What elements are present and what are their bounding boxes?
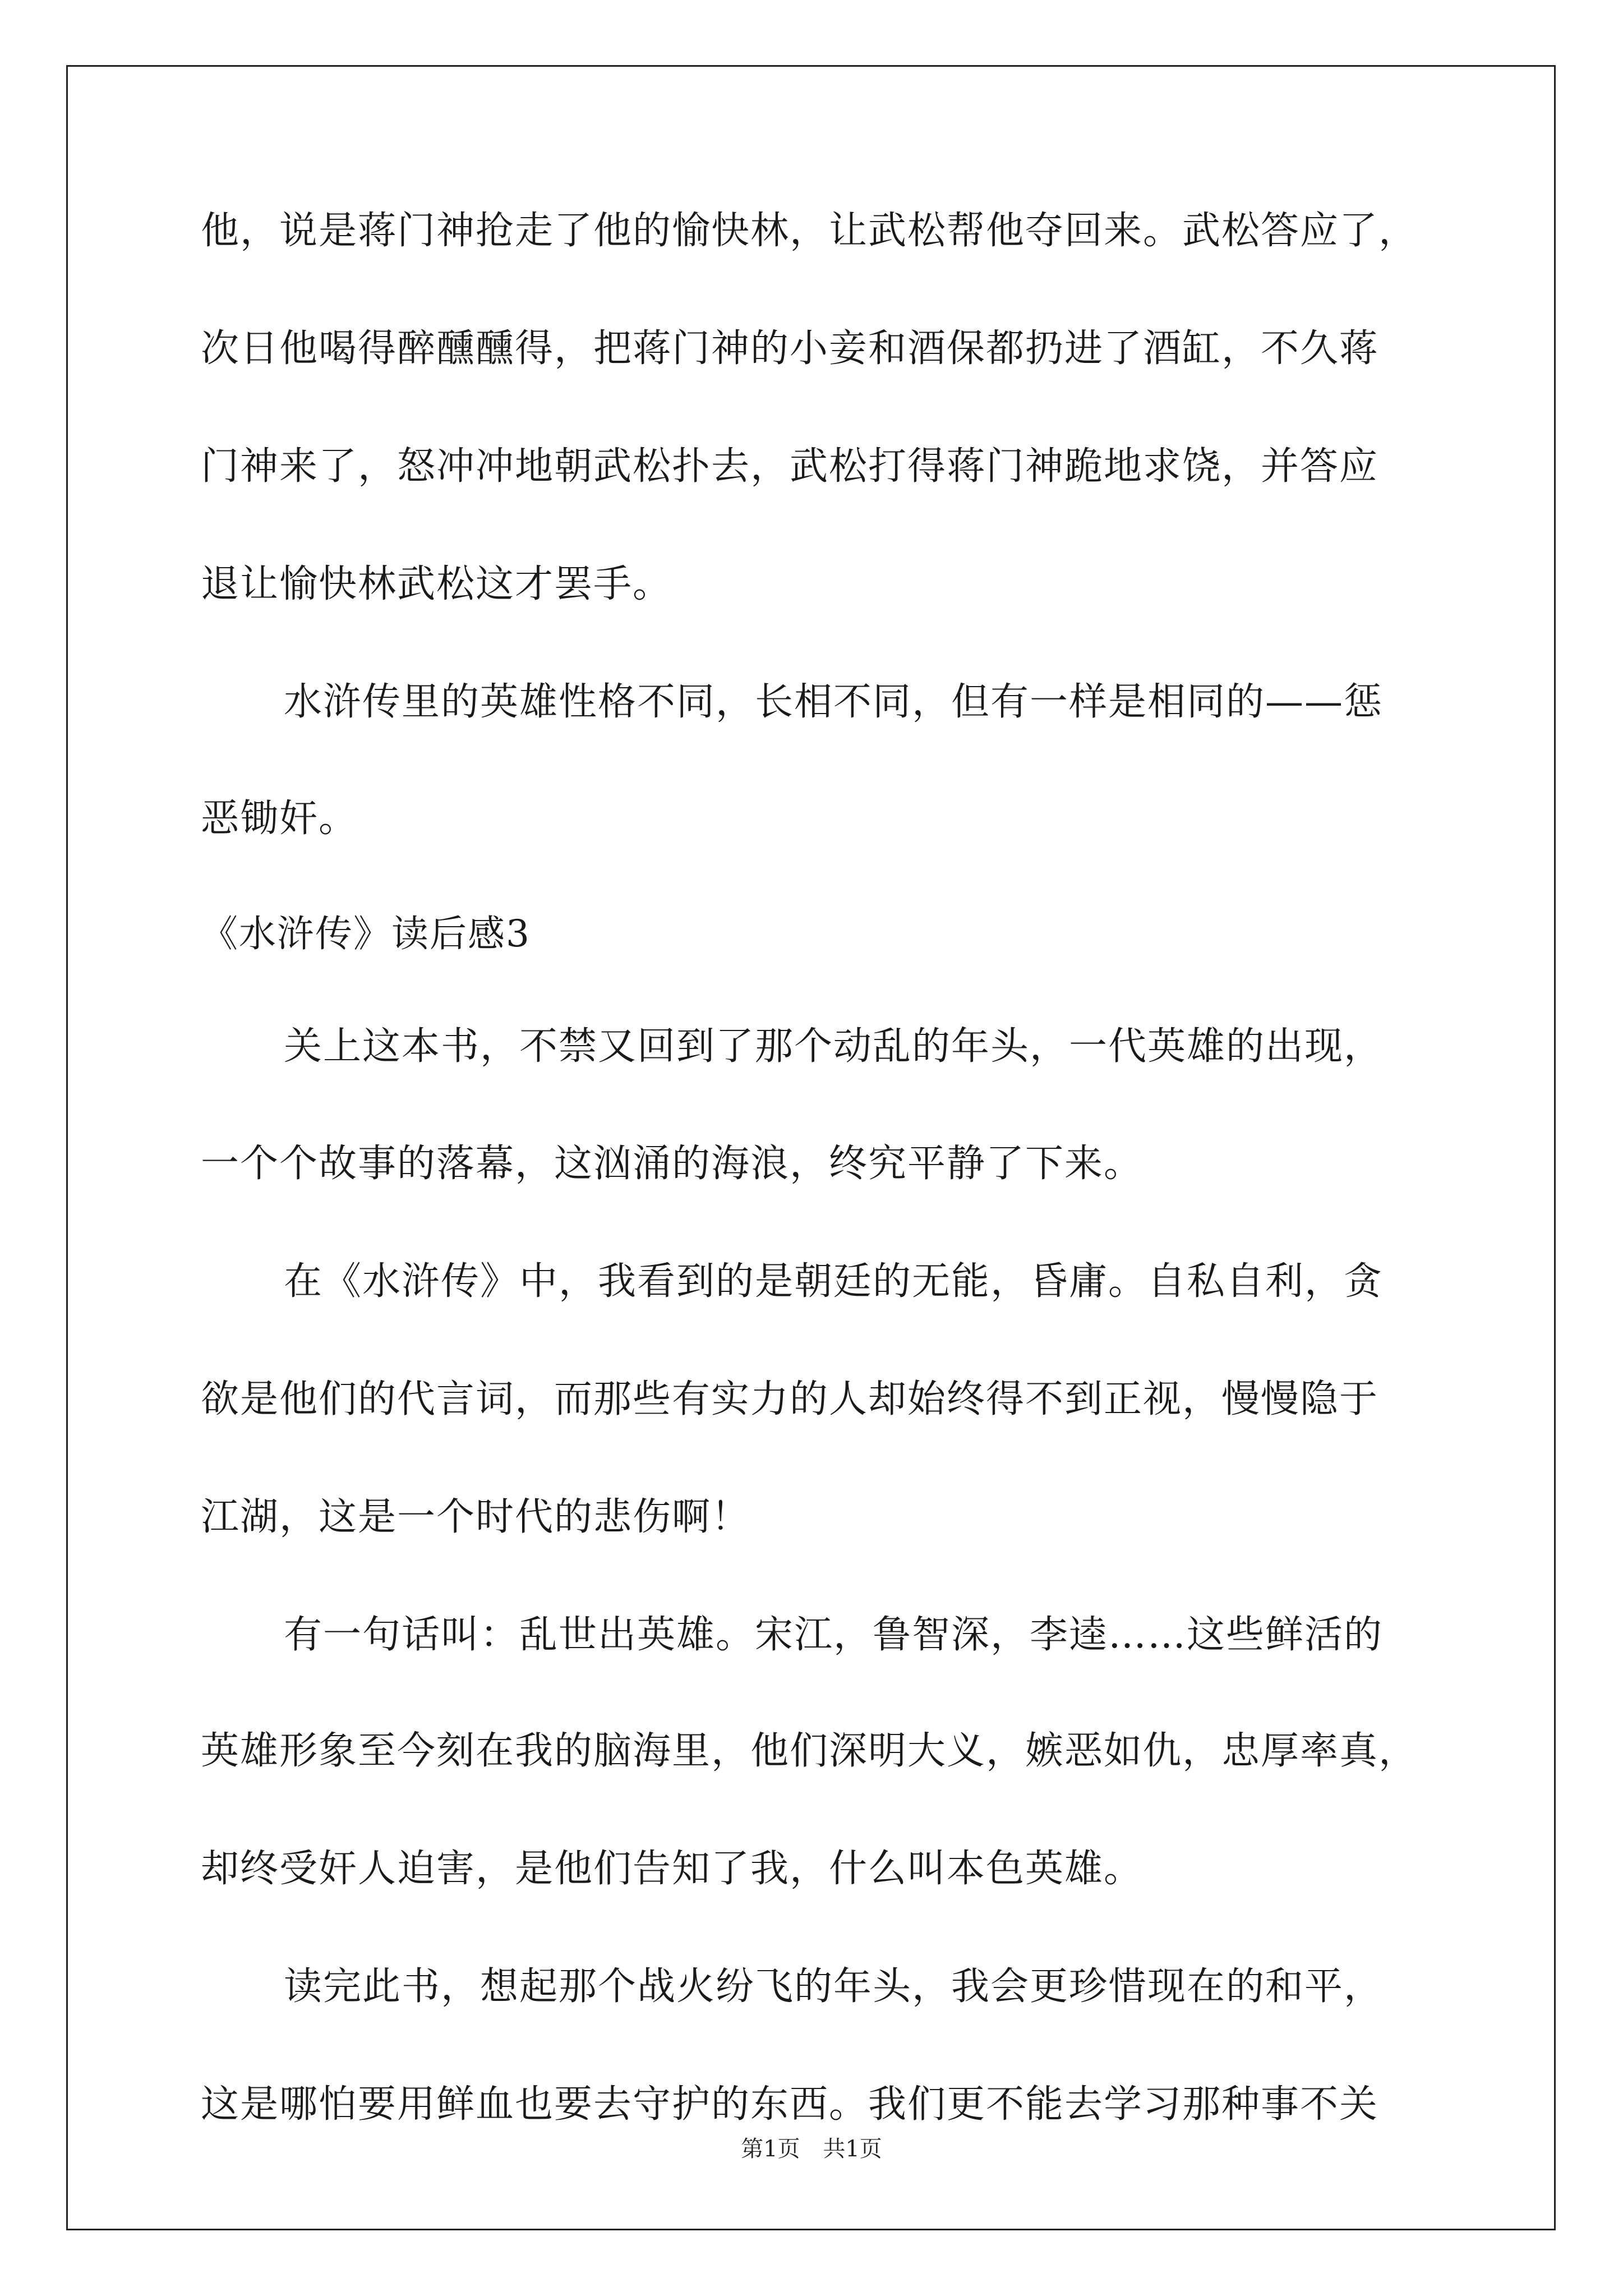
page-number: 第1页 (741, 2136, 800, 2162)
text-line: 退让愉快林武松这才罢手。 (201, 562, 672, 606)
text-line: 门神来了，怒冲冲地朝武松扑去，武松打得蒋门神跪地求饶，并答应 (201, 444, 1379, 489)
text-line: 却终受奸人迫害，是他们告知了我，什么叫本色英雄。 (201, 1847, 1144, 1891)
text-line: 在《水浒传》中，我看到的是朝廷的无能，昏庸。自私自利，贪 (284, 1259, 1384, 1304)
text-line: 江湖，这是一个时代的悲伤啊！ (201, 1495, 751, 1539)
text-line: 次日他喝得醉醺醺得，把蒋门神的小妾和酒保都扔进了酒缸，不久蒋 (201, 326, 1379, 371)
text-line: 英雄形象至今刻在我的脑海里，他们深明大义，嫉恶如仇，忠厚率真， (201, 1729, 1418, 1773)
text-line: 他，说是蒋门神抢走了他的愉快林，让武松帮他夺回来。武松答应了， (201, 209, 1418, 253)
text-line: 关上这本书，不禁又回到了那个动乱的年头，一代英雄的出现， (284, 1024, 1384, 1069)
text-line: 一个个故事的落幕，这汹涌的海浪，终究平静了下来。 (201, 1142, 1144, 1186)
section-title: 《水浒传》读后感3 (201, 912, 531, 955)
text-line: 这是哪怕要用鲜血也要去守护的东西。我们更不能去学习那种事不关 (201, 2082, 1379, 2127)
page-footer (0, 2135, 1623, 2163)
text-line: 恶锄奸。 (201, 797, 358, 841)
text-line: 读完此书，想起那个战火纷飞的年头，我会更珍惜现在的和平， (284, 1964, 1384, 2009)
text-line: 水浒传里的英雄性格不同，长相不同，但有一样是相同的——惩 (284, 680, 1384, 724)
page-total: 共1页 (823, 2136, 882, 2162)
text-line: 欲是他们的代言词，而那些有实力的人却始终得不到正视，慢慢隐于 (201, 1377, 1379, 1421)
text-line: 有一句话叫：乱世出英雄。宋江，鲁智深，李逵……这些鲜活的 (284, 1613, 1384, 1657)
